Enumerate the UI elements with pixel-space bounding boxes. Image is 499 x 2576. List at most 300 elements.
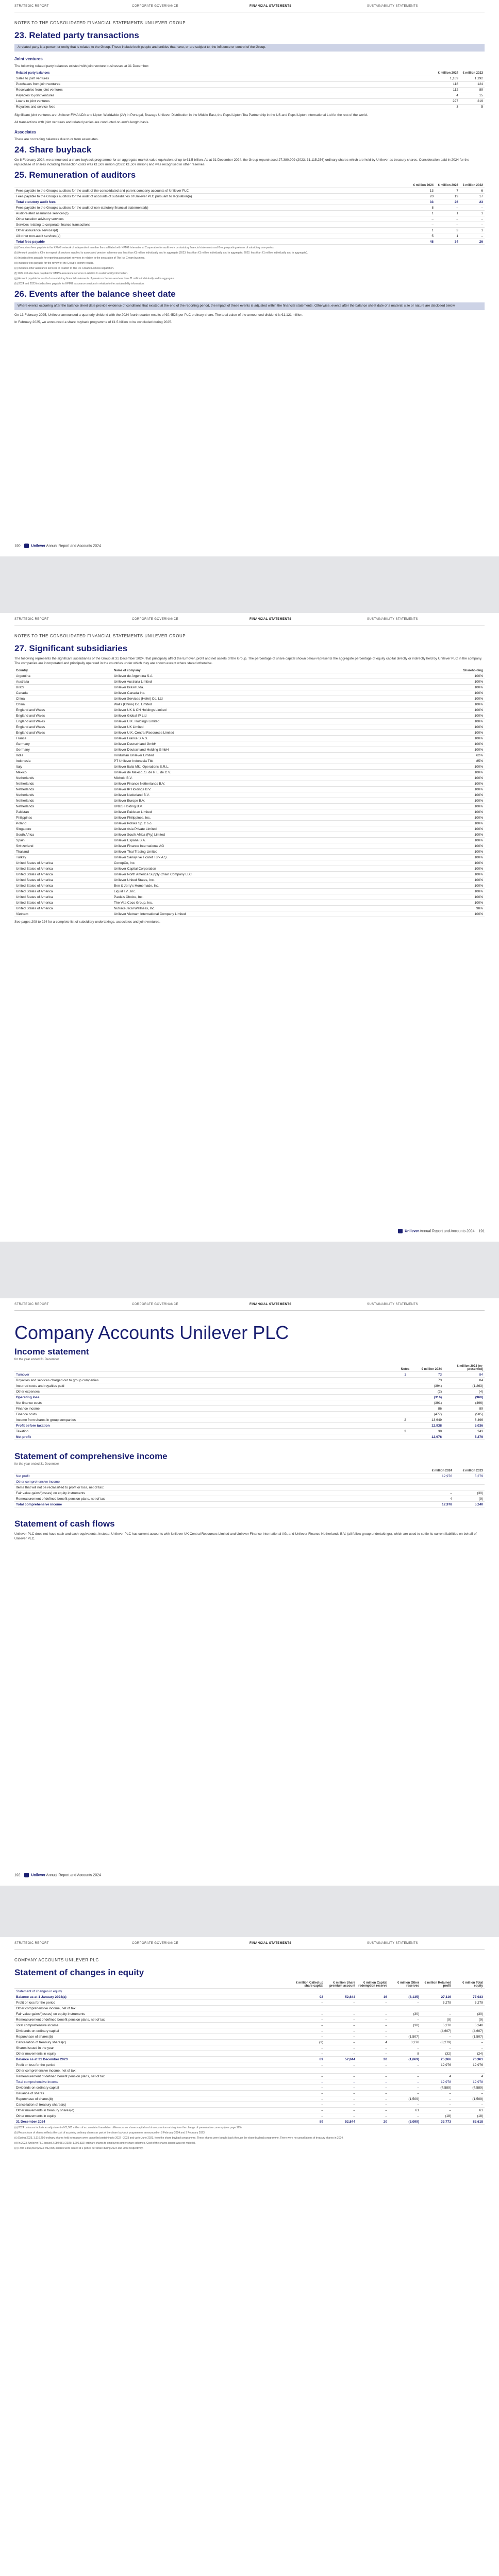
cell-value: – [357, 2091, 389, 2096]
table-row [14, 792, 485, 798]
row-label: Net profit [14, 1434, 398, 1440]
table-row [14, 239, 485, 245]
top-nav [14, 0, 485, 12]
row-label: Sales to joint ventures [14, 76, 435, 81]
cell-value: Unilever Pakistan Limited [112, 809, 460, 815]
nav-sustainability-statements[interactable]: SUSTAINABILITY STATEMENTS [367, 4, 418, 8]
cell-value: Unilever IP Holdings B.V. [112, 787, 460, 792]
cell-value: 4 [357, 2040, 389, 2045]
cell-value: 86 [412, 1406, 443, 1412]
nav-strategic-report[interactable]: STRATEGIC REPORT [14, 1302, 49, 1306]
cell-value: 62% [460, 753, 485, 758]
jv-col-2023: € million 2023 [460, 71, 485, 76]
cell-value: Unilever UK & CN Holdings Limited [112, 707, 460, 713]
s27-text: The following represents the significant subsidiaries of the Group at 31 December 2024, that principally affect the turnover, profit and net assets of the Group. The percentage of share capital shown below represents the aggregate percentage of equity capital directly or indirectly held by Unilever PLC in the company. The companies are incorporated and principally operated in the countries under which they are shown except where stated otherwise. [14, 657, 483, 666]
cell-value: (1,507) [453, 2034, 485, 2040]
row-label: Total statutory audit fees [14, 199, 410, 205]
cell-value: 243 [443, 1429, 485, 1434]
cell-value: (585) [443, 1412, 485, 1417]
section-header: COMPANY ACCOUNTS UNILEVER PLC [14, 1958, 99, 1962]
cell-value [398, 1378, 412, 1383]
cell-value [389, 2006, 421, 2011]
cell-value: 73 [412, 1372, 443, 1378]
cell-value: – [325, 2017, 357, 2023]
cell-value: – [357, 2096, 389, 2102]
row-label: United States of America [14, 872, 112, 877]
cell-value: – [325, 2108, 357, 2113]
cell-value: – [421, 2096, 453, 2102]
table-row [14, 93, 485, 98]
s24-text: On 8 February 2024, we announced a share buyback programme for an aggregate market value equivalent of up to €1.5 billion. As at 31 December 2024, the Group repurchased 27,380,909 (2023: 31,115,256) ordinary shares which are held by Unilever as treasury shares. Consideration paid in 2024 for the repurchase of shares including transaction costs was €1,509 million (2023: €1,507 million) and was recognised in other reserves. [14, 158, 470, 167]
nav-strategic-report[interactable]: STRATEGIC REPORT [14, 4, 49, 8]
cell-value [389, 1989, 421, 1994]
cell-value: 4 [453, 2074, 485, 2079]
nav-strategic-report[interactable]: STRATEGIC REPORT [14, 1941, 49, 1945]
row-label: Dividends on ordinary capital [14, 2085, 293, 2091]
is-col-2024: € million 2024 [412, 1364, 443, 1372]
row-label: Singapore [14, 826, 112, 832]
row-label: Germany [14, 741, 112, 747]
jv-table [14, 71, 485, 110]
footnote: (d) Includes fees payable for the review of the Group's interim results. [14, 262, 94, 265]
row-label: Dividends on ordinary capital [14, 2028, 293, 2034]
cell-value: 5,279 [453, 2000, 485, 2006]
cell-value [453, 2006, 485, 2011]
row-label: Other movements in treasury shares(d) [14, 2108, 293, 2113]
cell-value: (3,279) [421, 2040, 453, 2045]
cell-value: – [325, 2074, 357, 2079]
cell-value: 15 [460, 93, 485, 98]
jv-intro: The following related party balances existed with joint venture businesses at 31 December: [14, 64, 149, 68]
footnote: (f) 2024 includes fees payable for KMPG assurance services in relation to sustainability information. [14, 272, 128, 276]
cell-value: 124 [460, 81, 485, 87]
cell-value: – [325, 2000, 357, 2006]
row-label: Fair value gains/(losses) on equity instruments [14, 2011, 293, 2017]
cell-value: 5,279 [454, 1473, 485, 1479]
table-row [14, 911, 485, 917]
page-footer [398, 1229, 485, 1233]
cell-value: 100% [460, 775, 485, 781]
table-row [14, 1383, 485, 1389]
row-label: Issuance of shares [14, 2091, 293, 2096]
section-header: NOTES TO THE CONSOLIDATED FINANCIAL STATEMENTS UNILEVER GROUP [14, 634, 186, 638]
cell-value: 227 [435, 98, 460, 104]
table-row [14, 216, 485, 222]
unilever-logo-icon [24, 544, 29, 548]
income-statement-table [14, 1364, 485, 1440]
cell-value: 100% [460, 713, 485, 719]
cell-value: PT Unilever Indonesia Tbk [112, 758, 460, 764]
row-label: Spain [14, 838, 112, 843]
cell-value [421, 2006, 453, 2011]
row-label: Fees payable to the Group's auditors for the audit of the consolidated and parent company accounts of Unilever PLC [14, 188, 410, 194]
footer-text: Annual Report and Accounts 2024 [46, 544, 101, 548]
cell-value: – [357, 2085, 389, 2091]
row-label: Profit before taxation [14, 1423, 398, 1429]
cell-value: 100% [460, 736, 485, 741]
cell-value: Unilever Australia Limited [112, 679, 460, 685]
cell-value: (30) [389, 2011, 421, 2017]
cell-value: – [357, 2062, 389, 2068]
cell-value: Unilever United States, Inc. [112, 877, 460, 883]
table-row [14, 781, 485, 787]
row-label: Other taxation advisory services [14, 216, 410, 222]
cell-value: 73 [412, 1378, 443, 1383]
jv-col-2024: € million 2024 [435, 71, 460, 76]
cell-value [398, 1383, 412, 1389]
cell-value: Unilever U.K. Central Resources Limited [112, 730, 460, 736]
footnote: (a) 2024 balances include an adjustment of €1,585 million of accumulated translation differences on shares capital and share premium arising from the change of presentation currency (see page 195). [14, 2126, 243, 2129]
cell-value: 33,773 [421, 2119, 453, 2125]
cell-value: (316) [412, 1395, 443, 1400]
table-row [14, 1989, 485, 1994]
cell-value: – [325, 2028, 357, 2034]
cell-value: 100% [460, 696, 485, 702]
ci-col-2023: € million 2023 [454, 1468, 485, 1473]
nav-corporate-governance[interactable]: CORPORATE GOVERNANCE [132, 617, 178, 621]
table-row [14, 1473, 485, 1479]
row-label: Turnover [14, 1372, 398, 1378]
cell-value: 5,240 [453, 2023, 485, 2028]
cell-value [325, 1989, 357, 1994]
cell-value: – [435, 222, 460, 228]
row-label: Netherlands [14, 798, 112, 804]
cell-value: 89 [443, 1406, 485, 1412]
table-row [14, 679, 485, 685]
table-row [14, 1389, 485, 1395]
table-row [14, 872, 485, 877]
cell-value: 85% [460, 758, 485, 764]
cell-value: Unilever España S.A. [112, 838, 460, 843]
cell-value: Unilever Global IP Ltd [112, 713, 460, 719]
page-number: 190 [14, 544, 21, 548]
cell-value: – [293, 2034, 325, 2040]
cell-value: – [325, 2062, 357, 2068]
s26-text2: In February 2025, we announced a share buyback programme of €1.5 billion to be concluded during 2025. [14, 320, 172, 325]
cell-value: 16 [357, 1994, 389, 2000]
row-label: Netherlands [14, 792, 112, 798]
cell-value: 100% [460, 792, 485, 798]
row-label: Statement of changes in equity [14, 1989, 293, 1994]
table-row [14, 838, 485, 843]
table-row [14, 222, 485, 228]
table-row [14, 188, 485, 194]
cell-value: 6 [460, 188, 485, 194]
cell-value: 100% [460, 821, 485, 826]
cell-value: Unilever Services (Hefei) Co. Ltd [112, 696, 460, 702]
table-row [14, 1423, 485, 1429]
cell-value: 89 [460, 87, 485, 93]
cell-value: 27,116 [421, 1994, 453, 2000]
cell-value: 26 [435, 199, 460, 205]
cell-value: 1 [435, 211, 460, 216]
cell-value: – [389, 2079, 421, 2085]
brand-name: Unilever [405, 1229, 419, 1233]
cell-value: – [293, 2085, 325, 2091]
cell-value [293, 2006, 325, 2011]
nav-financial-statements[interactable]: FINANCIAL STATEMENTS [250, 1941, 292, 1945]
row-label: Netherlands [14, 781, 112, 787]
footer-text: Annual Report and Accounts 2024 [46, 1873, 101, 1877]
cell-value: 48 [410, 239, 435, 245]
cell-value: (4,607) [453, 2028, 485, 2034]
ce-col-share-capital: € million Called up share capital [293, 1980, 325, 1989]
cell-value: (30) [389, 2023, 421, 2028]
cell-value: – [357, 2028, 389, 2034]
s23-highlight: A related party is a person or entity that is related to the Group. These include both people and entities that have, or are subject to, the influence or control of the Group. [14, 44, 485, 52]
table-row [14, 2034, 485, 2040]
cash-flows-title: Statement of cash flows [14, 1519, 115, 1529]
cell-value: 118 [435, 81, 460, 87]
cell-value: – [357, 2045, 389, 2051]
cell-value: Unilever Deutschland GmbH [112, 741, 460, 747]
cell-value: 52,844 [325, 2119, 357, 2125]
row-label: United States of America [14, 860, 112, 866]
cell-value: – [357, 2074, 389, 2079]
cell-value: – [325, 2113, 357, 2119]
row-label: Fees payable to the Group's auditors for the audit of accounts of subsidiaries of Unilever PLC pursuant to legislation(a) [14, 194, 410, 199]
ce-col-total-equity: € million Total equity [453, 1980, 485, 1989]
cell-value: (1,509) [453, 2096, 485, 2102]
row-label: Remeasurement of defined benefit pension plans, net of tax [14, 1496, 423, 1502]
cell-value: 1 [398, 1372, 412, 1378]
row-label: China [14, 702, 112, 707]
comprehensive-income-title: Statement of comprehensive income [14, 1451, 168, 1461]
cell-value: – [357, 2034, 389, 2040]
cell-value: – [389, 2113, 421, 2119]
row-label: Shares issued in the year [14, 2045, 293, 2051]
nav-sustainability-statements[interactable]: SUSTAINABILITY STATEMENTS [367, 1941, 418, 1945]
row-label: South Africa [14, 832, 112, 838]
jv-head-label: Related party balances [14, 71, 435, 76]
table-row [14, 2000, 485, 2006]
cell-value: – [293, 2023, 325, 2028]
row-label: United States of America [14, 883, 112, 889]
cell-value: Unilever Brasil Ltda. [112, 685, 460, 690]
cell-value: 84 [443, 1378, 485, 1383]
table-row [14, 205, 485, 211]
table-row [14, 1417, 485, 1423]
page-192 [0, 1298, 499, 1886]
cell-value: – [293, 2000, 325, 2006]
nav-sustainability-statements[interactable]: SUSTAINABILITY STATEMENTS [367, 1302, 418, 1306]
cell-value: (1,507) [389, 2034, 421, 2040]
cell-value: Mixhold B.V. [112, 775, 460, 781]
row-label: Netherlands [14, 804, 112, 809]
cell-value: 38 [412, 1429, 443, 1434]
table-row [14, 1496, 485, 1502]
cell-value: – [357, 2108, 389, 2113]
changes-in-equity-title: Statement of changes in equity [14, 1968, 144, 1977]
row-label: Poland [14, 821, 112, 826]
cell-value: 1 [435, 233, 460, 239]
table-row [14, 1994, 485, 2000]
row-label: Italy [14, 764, 112, 770]
row-label: Pakistan [14, 809, 112, 815]
cell-value: 100% [460, 883, 485, 889]
cell-value [389, 2068, 421, 2074]
cell-value: 5,279 [443, 1434, 485, 1440]
cell-value: – [357, 2102, 389, 2108]
cell-value: – [325, 2045, 357, 2051]
row-label: England and Wales [14, 719, 112, 724]
table-row [14, 730, 485, 736]
table-row [14, 849, 485, 855]
cell-value: (3) [293, 2040, 325, 2045]
cell-value: Unilever Finance Netherlands B.V. [112, 781, 460, 787]
row-label: Balance as at 1 January 2023(a) [14, 1994, 293, 2000]
row-label: Repurchase of shares(b) [14, 2034, 293, 2040]
nav-financial-statements[interactable]: FINANCIAL STATEMENTS [250, 4, 292, 8]
cell-value: 1,169 [435, 76, 460, 81]
cell-value: 100% [460, 872, 485, 877]
table-row [14, 2023, 485, 2028]
table-row [14, 2085, 485, 2091]
cell-value [293, 2068, 325, 2074]
cell-value: (477) [412, 1412, 443, 1417]
cell-value: 100% [460, 707, 485, 713]
cell-value: 17 [460, 194, 485, 199]
cell-value: 52,844 [325, 2057, 357, 2062]
row-label: England and Wales [14, 713, 112, 719]
cell-value: (4,607) [421, 2028, 453, 2034]
cell-value: – [421, 2091, 453, 2096]
page-footer [14, 544, 101, 548]
nav-strategic-report[interactable]: STRATEGIC REPORT [14, 617, 49, 621]
cell-value: – [453, 2102, 485, 2108]
top-nav [14, 613, 485, 625]
cell-value: – [389, 2091, 421, 2096]
row-label: Purchases from joint ventures [14, 81, 435, 87]
cell-value: (1,669) [389, 2057, 421, 2062]
row-label: United States of America [14, 900, 112, 906]
ci-col-2024: € million 2024 [423, 1468, 454, 1473]
row-label: Netherlands [14, 775, 112, 781]
table-row [14, 1490, 485, 1496]
nav-corporate-governance[interactable]: CORPORATE GOVERNANCE [132, 4, 178, 8]
page-193 [0, 1937, 499, 2576]
cell-value: Unilever Asia Private Limited [112, 826, 460, 832]
table-row [14, 2028, 485, 2034]
cell-value: 20 [410, 194, 435, 199]
table-row [14, 87, 485, 93]
footnote: (a) Comprises fees payable to the KPMG network of independent member firms affiliated with KPMG International Cooperative for audit work on statutory financial statements and Group reporting returns of subsidiary companies. [14, 246, 275, 250]
table-row [14, 2051, 485, 2057]
table-row [14, 826, 485, 832]
cash-flows-text: Unilever PLC does not have cash and cash equivalents. Instead, Unilever PLC has current accounts with Unilever UK Central Resources Limited and Unilever Finance International AG, and Unilever Finance Netherlands B.V. (all fellow group undertakings), which are used to settle its current liabilities on behalf of Unilever PLC. [14, 1532, 477, 1541]
cell-value: 4 [423, 1496, 454, 1502]
row-label: Remeasurement of defined benefit pension plans, net of tax [14, 2017, 293, 2023]
nav-sustainability-statements[interactable]: SUSTAINABILITY STATEMENTS [367, 617, 418, 621]
nav-financial-statements[interactable]: FINANCIAL STATEMENTS [250, 617, 292, 621]
footnote: (b) Amount payable is €3m in respect of services supplied to associated pension schemes was less than €1 million individually and in aggregate (2023: less than €1 million individually and in aggregate; 2022: less than €1 million individually and in aggregate). [14, 251, 308, 255]
footnote: (b) Repurchase of shares reflects the cost of acquiring ordinary shares as part of the share buyback programmes announced on 8 February 2024 and 9 February 2023. [14, 2131, 206, 2134]
cell-value: 98% [460, 906, 485, 911]
nav-corporate-governance[interactable]: CORPORATE GOVERNANCE [132, 1302, 178, 1306]
table-row [14, 860, 485, 866]
cell-value: (9) [421, 2017, 453, 2023]
row-label: Total comprehensive income [14, 2079, 293, 2085]
row-label: Income from shares in group companies [14, 1417, 398, 1423]
table-row [14, 821, 485, 826]
cell-value [325, 2006, 357, 2011]
cell-value: – [293, 2051, 325, 2057]
s27-title: 27. Significant subsidiaries [14, 643, 128, 653]
footer-text: Annual Report and Accounts 2024 [420, 1229, 475, 1233]
cell-value: – [435, 205, 460, 211]
cell-value: – [325, 2034, 357, 2040]
row-label: Indonesia [14, 758, 112, 764]
row-label: United States of America [14, 906, 112, 911]
table-row [14, 2119, 485, 2125]
page-footer [14, 1873, 101, 1877]
cell-value: – [460, 216, 485, 222]
footnote: (h) 2024 and 2023 includes fees payable for KPMG assurance services in relation to the sustainability information. [14, 282, 145, 286]
is-col-notes: Notes [398, 1364, 412, 1372]
row-label: Repurchase of shares(b) [14, 2096, 293, 2102]
cell-value: – [357, 2017, 389, 2023]
row-label: Other assurance services(d) [14, 228, 410, 233]
cell-value [454, 1479, 485, 1485]
table-row [14, 2057, 485, 2062]
cell-value: – [389, 2074, 421, 2079]
cell-value: – [453, 2045, 485, 2051]
cell-value: – [293, 2062, 325, 2068]
nav-financial-statements[interactable]: FINANCIAL STATEMENTS [250, 1302, 292, 1306]
page-191 [0, 613, 499, 1242]
cell-value [398, 1406, 412, 1412]
row-label: Turkey [14, 855, 112, 860]
row-label: United States of America [14, 894, 112, 900]
cell-value: Walls (China) Co. Limited [112, 702, 460, 707]
footnote: (g) Amount payable for audit of non-statutory financial statements of pension schemes was less than €1 million individually and in aggregate. [14, 277, 175, 281]
cell-value: 100% [460, 770, 485, 775]
cell-value: 219 [460, 98, 485, 104]
col-company: Name of company [112, 668, 460, 673]
table-row [14, 1485, 485, 1490]
cell-value: – [325, 2040, 357, 2045]
row-label: Other movements in equity [14, 2051, 293, 2057]
unilever-logo-icon [398, 1229, 403, 1233]
cell-value: 100% [460, 741, 485, 747]
cell-value: Unilever UK Limited [112, 724, 460, 730]
cell-value: 52,844 [325, 1994, 357, 2000]
brand-name: Unilever [31, 544, 46, 548]
cell-value [421, 2068, 453, 2074]
cell-value: Unilever France S.A.S. [112, 736, 460, 741]
cell-value: 12,976 [453, 2062, 485, 2068]
table-row [14, 775, 485, 781]
cell-value: 33 [410, 199, 435, 205]
cell-value [325, 2068, 357, 2074]
cell-value: – [389, 2017, 421, 2023]
table-row [14, 2102, 485, 2108]
cell-value: – [293, 2108, 325, 2113]
cell-value: 61 [453, 2108, 485, 2113]
cell-value: 100% [460, 719, 485, 724]
cell-value: Unilever Sanayi ve Ticaret Türk A.Ş. [112, 855, 460, 860]
cell-value [398, 1412, 412, 1417]
row-label: Other comprehensive income, net of tax: [14, 2068, 293, 2074]
cell-value: 100% [460, 673, 485, 679]
table-row [14, 815, 485, 821]
row-label: Items that will not be reclassified to profit or loss, net of tax: [14, 1485, 423, 1490]
s26-highlight: Where events occurring after the balance sheet date provide evidence of conditions that existed at the end of the reporting period, the impact of these events is adjusted within the financial statements. Otherwise, events after the balance sheet date of a material size or nature are disclosed below. [14, 302, 485, 310]
row-label: Services relating to corporate finance transactions [14, 222, 410, 228]
nav-corporate-governance[interactable]: CORPORATE GOVERNANCE [132, 1941, 178, 1945]
row-label: Fees payable to the Group's auditors for the audit of non-statutory financial statements(b) [14, 205, 410, 211]
cell-value: Unilever Finance International AG [112, 843, 460, 849]
